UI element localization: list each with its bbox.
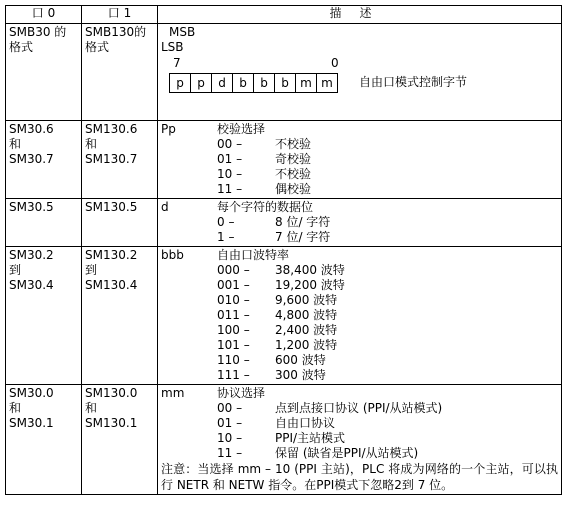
cell-description (158, 199, 562, 247)
bit-cell: m (296, 74, 317, 92)
option-text: 不校验 (275, 137, 312, 151)
bit-number-high: 7 (173, 56, 181, 70)
option-code: 000 – (217, 263, 250, 277)
option-text: 奇校验 (275, 152, 312, 166)
cell-port0 (6, 121, 82, 199)
field-title-line (161, 122, 558, 137)
port0-line: SM30.5 (9, 200, 54, 214)
bit-cell: d (212, 74, 233, 92)
bit-cell: b (233, 74, 254, 92)
field-title: 自由口波特率 (217, 248, 290, 262)
port1-line: SM130.6 (85, 122, 138, 136)
option-line (161, 278, 558, 293)
port1-line: 和 (85, 137, 98, 151)
cell-port0 (6, 199, 82, 247)
cell-description (158, 247, 562, 385)
option-text: PPI/主站模式 (275, 431, 346, 445)
option-line (161, 323, 558, 338)
port0-line: SM30.7 (9, 152, 54, 166)
port0-line: SM30.1 (9, 416, 54, 430)
port1-line: SM130.4 (85, 278, 138, 292)
field-name: bbb (161, 248, 184, 262)
option-text: 300 波特 (275, 368, 326, 382)
bit-diagram (161, 25, 558, 109)
option-line (161, 338, 558, 353)
msb-label: MSB (169, 25, 196, 39)
port0-line: SM30.6 (9, 122, 54, 136)
port1-line: 和 (85, 401, 98, 415)
option-text: 7 位/ 字符 (275, 230, 331, 244)
option-text: 600 波特 (275, 353, 326, 367)
option-code: 01 – (217, 152, 243, 166)
bit-cell: b (275, 74, 296, 92)
port0-line: SMB30 的 (9, 25, 67, 39)
option-code: 001 – (217, 278, 250, 292)
header-port1: 口 1 (82, 6, 158, 24)
option-code: 100 – (217, 323, 250, 337)
option-code: 11 – (217, 446, 243, 460)
cell-port1 (82, 199, 158, 247)
option-code: 11 – (217, 182, 243, 196)
lsb-label: LSB (161, 40, 184, 54)
option-code: 111 – (217, 368, 250, 382)
cell-port0 (6, 385, 82, 495)
port0-line: 格式 (9, 40, 34, 54)
port1-line: SM130.0 (85, 386, 138, 400)
option-text: 38,400 波特 (275, 263, 345, 277)
table-row-protocol (6, 385, 562, 495)
port1-line: 到 (85, 263, 98, 277)
table-row-baud-rate (6, 247, 562, 385)
port1-line: 格式 (85, 40, 110, 54)
option-line (161, 230, 558, 245)
port1-line: SM130.2 (85, 248, 138, 262)
option-code: 010 – (217, 293, 250, 307)
option-line (161, 368, 558, 383)
option-code: 00 – (217, 137, 243, 151)
port1-line: SM130.7 (85, 152, 138, 166)
option-code: 101 – (217, 338, 250, 352)
option-line (161, 167, 558, 182)
option-text: 偶校验 (275, 182, 312, 196)
protocol-note: 注意：当选择 mm – 10 (PPI 主站)，PLC 将成为网络的一个主站，可以执行 NETR 和 NETW 指令。在PPI模式下忽略2到 7 位。 (161, 462, 558, 492)
port0-line: SM30.4 (9, 278, 54, 292)
option-text: 4,800 波特 (275, 308, 338, 322)
bit-field-box (169, 73, 338, 93)
port0-line: SM30.2 (9, 248, 54, 262)
field-title: 每个字符的数据位 (217, 200, 314, 214)
bit-cell: m (321, 76, 333, 90)
option-line (161, 215, 558, 230)
option-code: 01 – (217, 416, 243, 430)
option-line (161, 293, 558, 308)
option-code: 0 – (217, 215, 235, 229)
option-line (161, 152, 558, 167)
option-text: 不校验 (275, 167, 312, 181)
option-text: 9,600 波特 (275, 293, 338, 307)
cell-port0 (6, 247, 82, 385)
port1-line: SM130.5 (85, 200, 138, 214)
field-title-line (161, 386, 558, 401)
option-code: 1 – (217, 230, 235, 244)
field-title: 校验选择 (217, 122, 266, 136)
port0-line: SM30.0 (9, 386, 54, 400)
option-text: 8 位/ 字符 (275, 215, 331, 229)
cell-description (158, 121, 562, 199)
cell-port1 (82, 24, 158, 121)
smb30-format-table (5, 5, 562, 495)
option-line (161, 308, 558, 323)
option-code: 011 – (217, 308, 250, 322)
cell-port1 (82, 385, 158, 495)
option-line (161, 137, 558, 152)
field-title-line (161, 248, 558, 263)
option-line (161, 431, 558, 446)
header-description-label: 描述 (329, 6, 390, 20)
cell-port0 (6, 24, 82, 121)
option-code: 10 – (217, 431, 243, 445)
field-name: Pp (161, 122, 176, 136)
option-line (161, 263, 558, 278)
header-description (158, 6, 562, 24)
option-code: 00 – (217, 401, 243, 415)
port0-line: 和 (9, 401, 22, 415)
cell-port1 (82, 247, 158, 385)
option-text: 保留 (缺省是PPI/从站模式) (275, 446, 419, 460)
option-code: 110 – (217, 353, 250, 367)
table-row-format (6, 24, 562, 121)
cell-description (158, 385, 562, 495)
header-port0: 口 0 (6, 6, 82, 24)
field-name: d (161, 200, 169, 214)
option-text: 2,400 波特 (275, 323, 338, 337)
port0-line: 到 (9, 263, 22, 277)
option-line (161, 182, 558, 197)
option-line (161, 416, 558, 431)
table-row-parity (6, 121, 562, 199)
bit-cell: p (170, 74, 191, 92)
table-header-row (6, 6, 562, 24)
port1-line: SM130.1 (85, 416, 138, 430)
field-title: 协议选择 (217, 386, 266, 400)
port0-line: 和 (9, 137, 22, 151)
option-code: 10 – (217, 167, 243, 181)
option-text: 自由口协议 (275, 416, 336, 430)
field-title-line (161, 200, 558, 215)
cell-bit-diagram (158, 24, 562, 121)
option-line (161, 353, 558, 368)
bit-cell: b (254, 74, 275, 92)
bit-cell: p (191, 74, 212, 92)
bit-number-low: 0 (331, 56, 339, 70)
field-name: mm (161, 386, 185, 400)
option-text: 1,200 波特 (275, 338, 338, 352)
option-text: 点到点接口协议 (PPI/从站模式) (275, 401, 443, 415)
option-text: 19,200 波特 (275, 278, 345, 292)
port1-line: SMB130的 (85, 25, 147, 39)
option-line (161, 401, 558, 416)
option-line (161, 446, 558, 461)
cell-port1 (82, 121, 158, 199)
bit-diagram-caption: 自由口模式控制字节 (359, 75, 468, 89)
table-row-data-bits (6, 199, 562, 247)
